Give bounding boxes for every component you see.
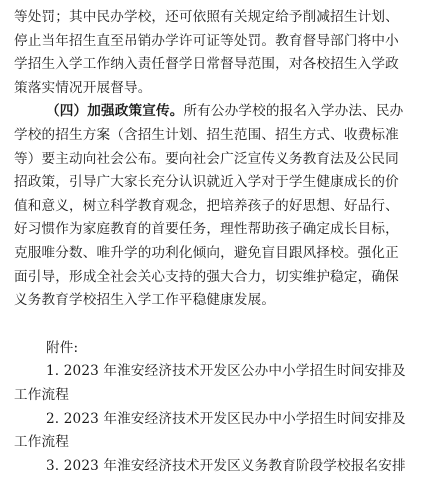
text-line: 学校的招生方案（含招生计划、招生范围、招生方式、收费标准	[14, 126, 399, 143]
attachment-item-2-continued: 工作流程	[14, 434, 69, 451]
text-line	[14, 100, 426, 124]
spacer	[14, 313, 426, 337]
text-line: 策落实情况开展督导。	[14, 79, 152, 96]
text-line: 等）要主动向社会公布。要向社会广泛宣传义务教育法及公民同	[14, 150, 399, 167]
text-line: 面引导，形成全社会关心支持的强大合力，切实维护稳定，确保	[14, 268, 399, 285]
text-line: 停止当年招生直至吊销办学许可证等处罚。教育督导部门将中小	[14, 32, 399, 49]
text-run: 所有公办学校的报名入学办法、民办	[183, 103, 404, 120]
text-line: 好习惯作为家庭教育的首要任务，理性帮助孩子确定成长目标，	[14, 221, 399, 238]
attachments-list	[14, 337, 426, 479]
section-heading: （四）加强政策宣传。	[46, 103, 184, 120]
attachment-item-1: 1. 2023 年淮安经济技术开发区公办中小学招生时间安排及	[46, 363, 406, 380]
text-line: 义务教育学校招生入学工作平稳健康发展。	[14, 292, 276, 309]
text-line: 招政策，引导广大家长充分认识就近入学对于学生健康成长的价	[14, 174, 399, 191]
text-line: 学招生入学工作纳入责任督学日常督导范围，对各校招生入学政	[14, 56, 399, 73]
attachment-item-2: 2. 2023 年淮安经济技术开发区民办中小学招生时间安排及	[46, 410, 406, 427]
attachment-item-1-continued: 工作流程	[14, 386, 69, 403]
text-line: 克服唯分数、唯升学的功利化倾向，避免盲目跟风择校。强化正	[14, 244, 399, 261]
paragraph-enforcement	[14, 6, 426, 100]
attachment-item-3: 3. 2023 年淮安经济技术开发区义务教育阶段学校报名安排	[46, 457, 406, 474]
attachments-label: 附件:	[46, 339, 79, 356]
text-line: 等处罚；其中民办学校，还可依照有关规定给予削减招生计划、	[14, 9, 399, 25]
text-line: 值和意义，树立科学教育观念，把培养孩子的好思想、好品行、	[14, 197, 399, 214]
paragraph-policy-publicity	[14, 100, 426, 312]
